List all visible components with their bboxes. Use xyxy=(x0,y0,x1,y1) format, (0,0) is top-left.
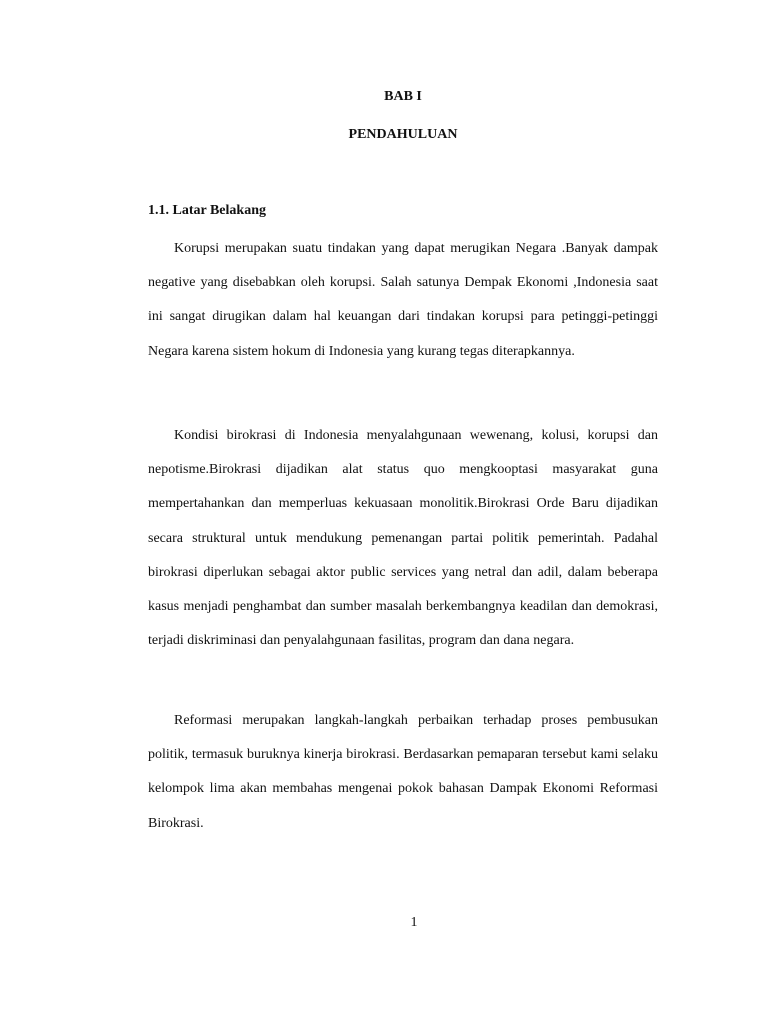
page-number: 1 xyxy=(410,915,418,930)
section-heading: 1.1. Latar Belakang xyxy=(148,203,266,218)
paragraph-reformasi: Reformasi merupakan langkah-langkah perbaikan terhadap proses pembusukan politik, termasuk buruknya kinerja birokrasi. Berdasarkan pemaparan tersebut kami selaku kelompok lima akan membahas mengenai pokok bahasan Dampak Ekonomi Reformasi Birokrasi. xyxy=(148,713,658,831)
chapter-title: PENDAHULUAN xyxy=(348,127,458,142)
paragraph-kondisi-birokrasi: Kondisi birokrasi di Indonesia menyalahgunaan wewenang, kolusi, korupsi dan nepotisme.Birokrasi dijadikan alat status quo mengkooptasi masyarakat guna mempertahankan dan memperluas kekuasaan monolitik.Birokrasi Orde Baru dijadikan secara struktural untuk mendukung pemenangan partai politik pemerintah. Padahal birokrasi diperlukan sebagai aktor public services yang netral dan adil, dalam beberapa kasus menjadi penghambat dan sumber masalah berkembangnya keadilan dan demokrasi, terjadi diskriminasi dan penyalahgunaan fasilitas, program dan dana negara. xyxy=(148,428,658,649)
chapter-label: BAB I xyxy=(384,89,422,104)
paragraph-korupsi: Korupsi merupakan suatu tindakan yang dapat merugikan Negara .Banyak dampak negative yang disebabkan oleh korupsi. Salah satunya Dempak Ekonomi ,Indonesia saat ini sangat dirugikan dalam hal keuangan dari tindakan korupsi para petinggi-petinggi Negara karena sistem hokum di Indonesia yang kurang tegas diterapkannya. xyxy=(148,241,658,359)
